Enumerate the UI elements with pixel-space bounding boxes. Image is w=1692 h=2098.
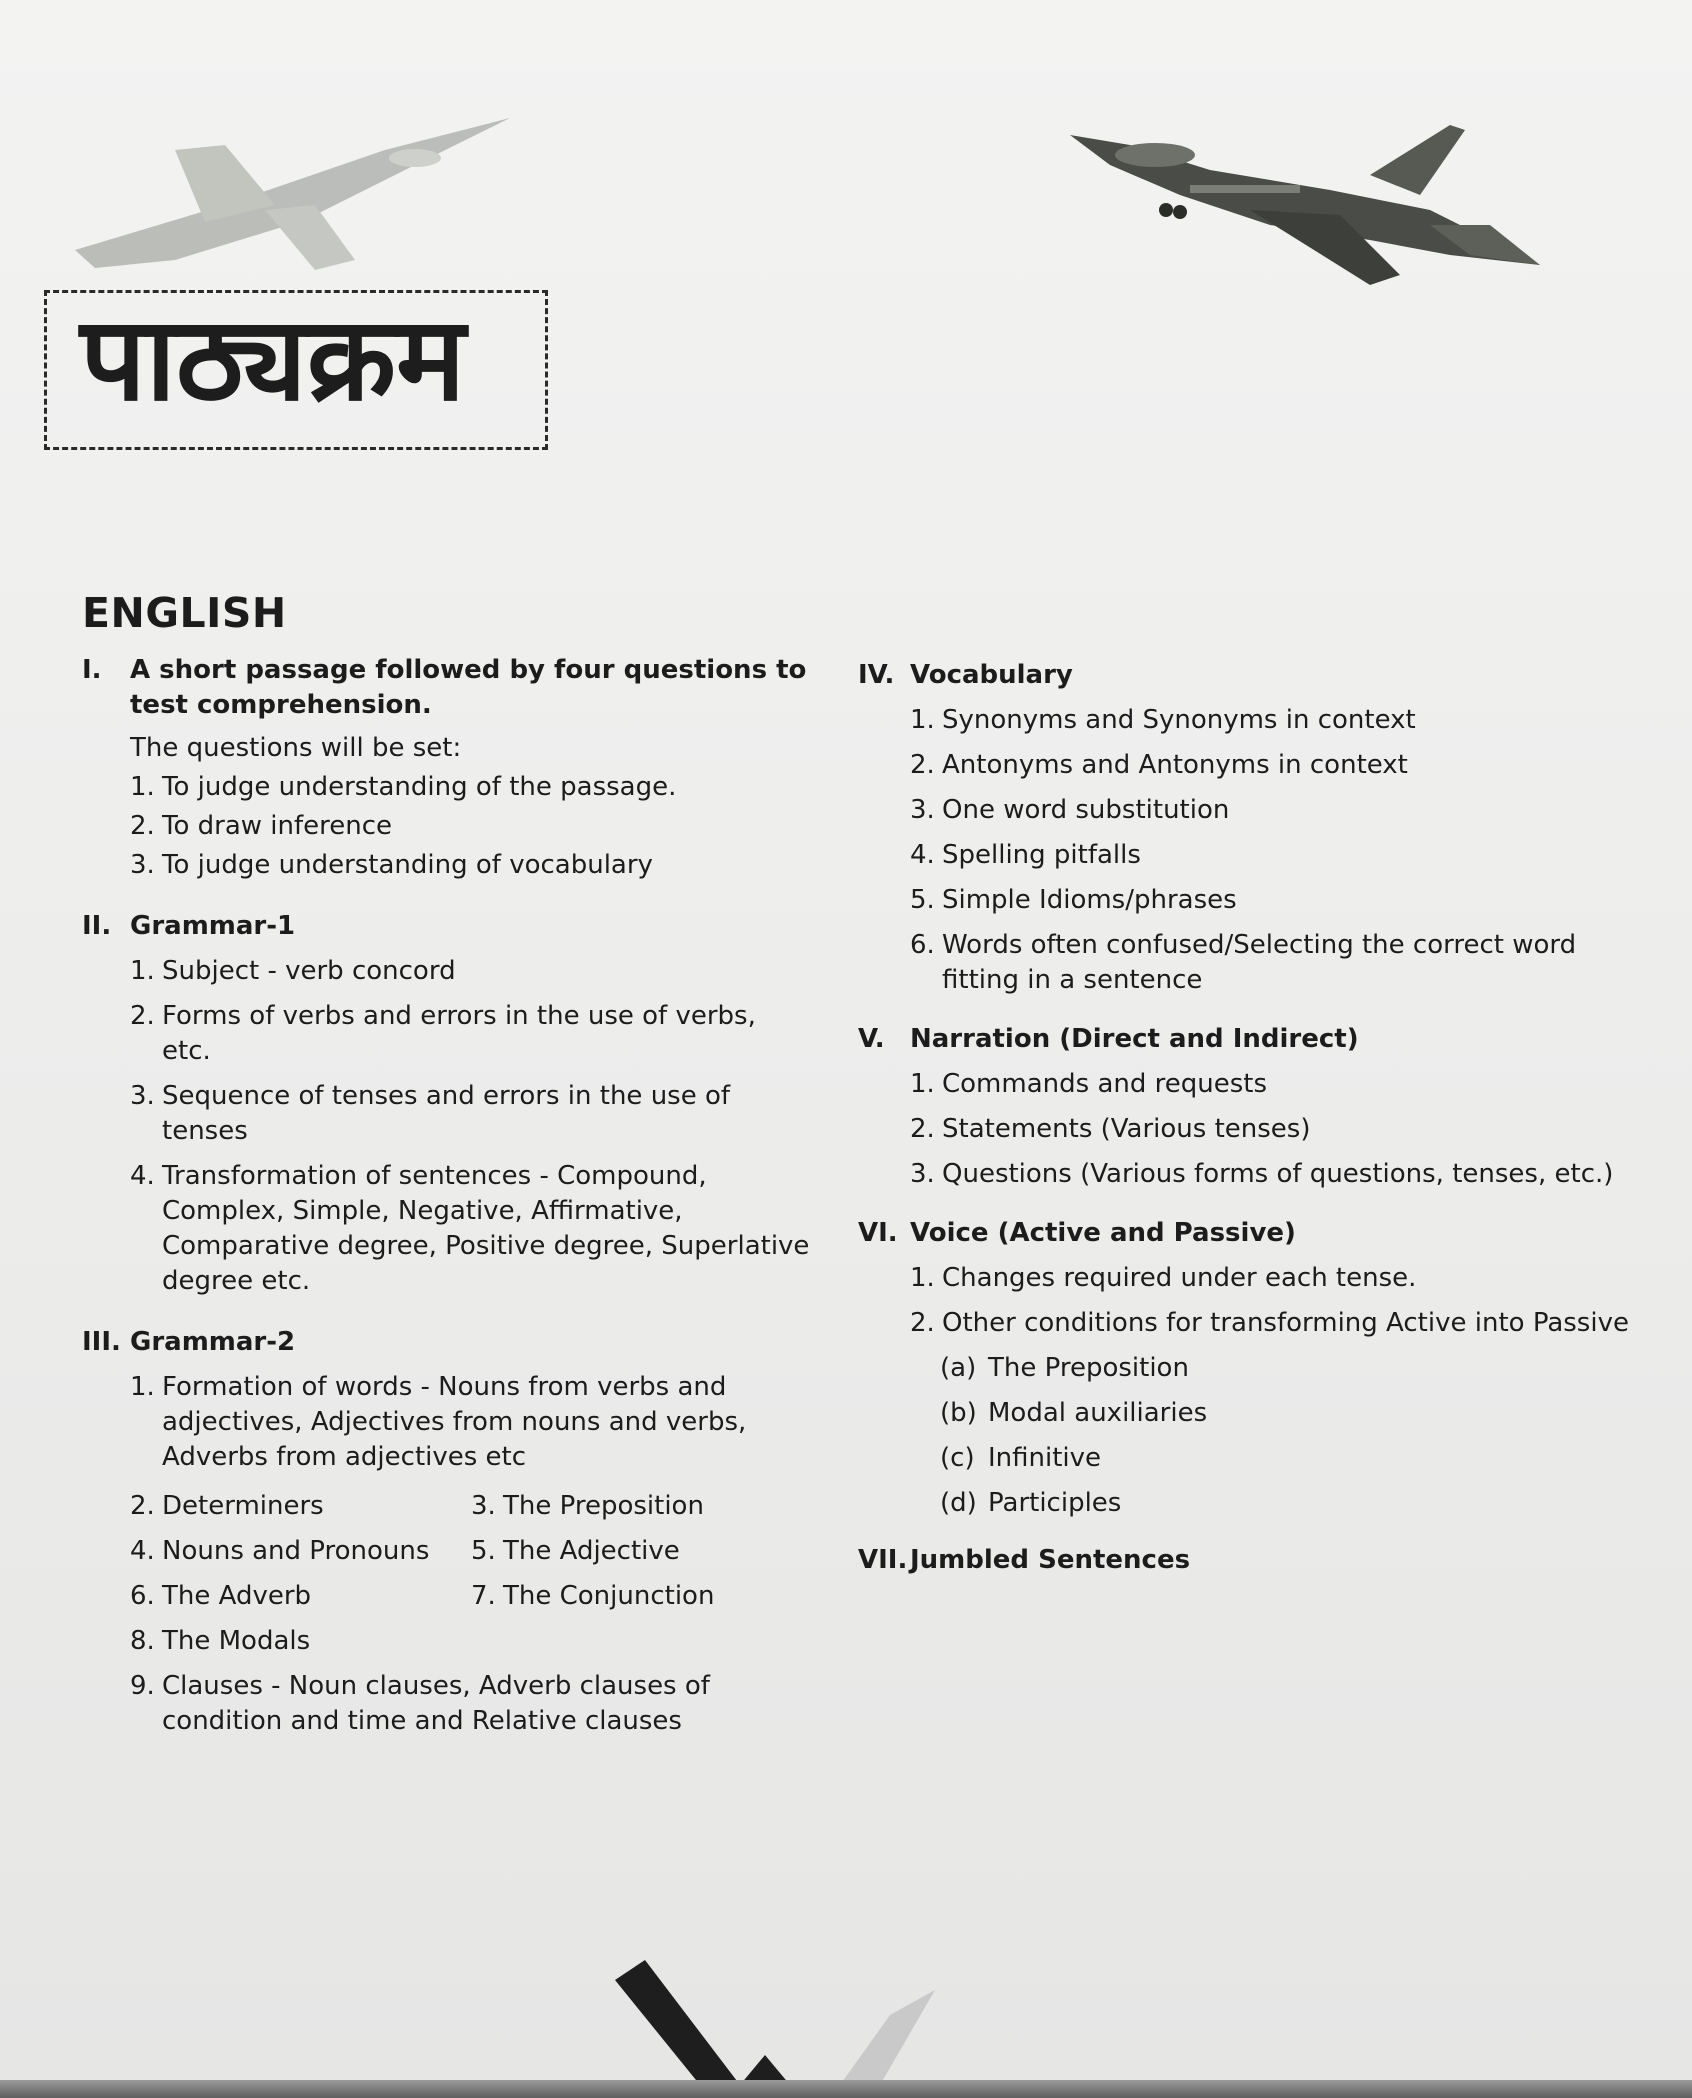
section-heading: [82, 909, 812, 944]
section-number: VI.: [858, 1218, 898, 1248]
list-item-text: Formation of words - Nouns from verbs and adjectives, Adjectives from nouns and verbs, Adverbs from adjectives etc: [162, 1372, 747, 1472]
list-item: [910, 703, 1658, 738]
list-item-text: Spelling pitfalls: [942, 840, 1141, 870]
list-item: [130, 1624, 812, 1659]
section-title: Vocabulary: [910, 660, 1073, 690]
list-item-number: 1.: [130, 772, 155, 802]
sub-list-item-text: The Preposition: [988, 1353, 1189, 1383]
list-item-text: Commands and requests: [942, 1069, 1267, 1099]
fighter-jet-image: [1070, 115, 1550, 295]
list-item-number: 7.: [471, 1581, 496, 1611]
list-item: [130, 1370, 812, 1475]
list-item: [471, 1579, 812, 1614]
list-item-number: 4.: [130, 1536, 155, 1566]
list-item: [130, 954, 812, 989]
list-item: [130, 1669, 812, 1739]
list-item-text: To judge understanding of vocabulary: [162, 850, 653, 880]
section-number: IV.: [858, 660, 895, 690]
sub-list-item-text: Participles: [988, 1488, 1122, 1518]
list-item-number: 3.: [130, 850, 155, 880]
list-item-text: Nouns and Pronouns: [162, 1536, 430, 1566]
list-item: [130, 1579, 471, 1614]
list-item-number: 2.: [130, 811, 155, 841]
section-number: VII.: [858, 1545, 908, 1575]
section-heading: [858, 1022, 1658, 1057]
list-item-text: The Adjective: [503, 1536, 680, 1566]
list-item-text: One word substitution: [942, 795, 1230, 825]
list-item-number: 3.: [910, 1159, 935, 1189]
section-title: Narration (Direct and Indirect): [910, 1024, 1359, 1054]
list-item-number: 6.: [910, 930, 935, 960]
list-item-pair: [130, 1534, 812, 1569]
list-item: [471, 1489, 812, 1524]
list-item-text: Transformation of sentences - Compound, Complex, Simple, Negative, Affirmative, Comparative degree, Positive degree, Superlative degree etc.: [162, 1161, 810, 1296]
list-item-number: 4.: [910, 840, 935, 870]
list-item-text: Determiners: [162, 1491, 324, 1521]
sub-list-item: [940, 1396, 1658, 1431]
page-title: पाठ्यक्रम: [80, 292, 466, 427]
section-number: I.: [82, 655, 102, 685]
sub-list-item-text: Infinitive: [988, 1443, 1102, 1473]
list-item-text: To judge understanding of the passage.: [162, 772, 677, 802]
list-item: [910, 1306, 1658, 1341]
sub-list-item-label: (c): [940, 1443, 975, 1473]
list-item-number: 6.: [130, 1581, 155, 1611]
list-item-pair: [130, 1579, 812, 1614]
section-title: Grammar-1: [130, 911, 296, 941]
list-item-number: 8.: [130, 1626, 155, 1656]
list-item-number: 5.: [471, 1536, 496, 1566]
english-left-column: [82, 589, 812, 1739]
list-item-number: 2.: [910, 1114, 935, 1144]
section-number: V.: [858, 1024, 885, 1054]
list-item-number: 2.: [130, 1001, 155, 1031]
list-item-number: 1.: [910, 1263, 935, 1293]
list-item-text: The Conjunction: [503, 1581, 715, 1611]
list-item-number: 3.: [910, 795, 935, 825]
list-item: [130, 770, 812, 805]
list-item: [910, 793, 1658, 828]
list-item-number: 2.: [910, 1308, 935, 1338]
list-item: [130, 1489, 471, 1524]
section-title: Jumbled Sentences: [910, 1545, 1191, 1575]
section-heading: [82, 1325, 812, 1360]
list-item-text: Subject - verb concord: [162, 956, 456, 986]
sub-list-item: [940, 1486, 1658, 1521]
list-item-text: Other conditions for transforming Active into Passive: [942, 1308, 1629, 1338]
section-heading: [858, 1543, 1658, 1578]
sub-list-item-text: Modal auxiliaries: [988, 1398, 1208, 1428]
section-title: Grammar-2: [130, 1327, 296, 1357]
list-item: [130, 809, 812, 844]
sub-list-item: [940, 1351, 1658, 1386]
list-item-text: Antonyms and Antonyms in context: [942, 750, 1408, 780]
list-item: [130, 1534, 471, 1569]
list-item-number: 2.: [130, 1491, 155, 1521]
section-number: II.: [82, 911, 112, 941]
section-heading: [858, 1216, 1658, 1251]
list-item-number: 1.: [910, 705, 935, 735]
page-bottom-edge: [0, 2080, 1692, 2098]
list-item: [910, 748, 1658, 783]
list-item: [130, 999, 812, 1069]
list-item: [130, 848, 812, 883]
list-item-text: Words often confused/Selecting the correct word fitting in a sentence: [942, 930, 1577, 995]
list-item-number: 2.: [910, 750, 935, 780]
list-item-text: Changes required under each tense.: [942, 1263, 1417, 1293]
list-item: [910, 1157, 1658, 1192]
list-item-text: Questions (Various forms of questions, tenses, etc.): [942, 1159, 1614, 1189]
section-heading-english: ENGLISH: [82, 589, 287, 637]
list-item-text: Forms of verbs and errors in the use of verbs, etc.: [162, 1001, 756, 1066]
decorative-stripes: [590, 1960, 1010, 2085]
list-item-text: To draw inference: [162, 811, 393, 841]
fighter-jet-image-faded: [55, 110, 525, 280]
section-title: Voice (Active and Passive): [910, 1218, 1296, 1248]
list-item: [910, 1261, 1658, 1296]
list-item-text: The Modals: [162, 1626, 311, 1656]
list-item: [130, 1159, 812, 1299]
section-heading: [82, 653, 812, 723]
list-item-text: The Preposition: [503, 1491, 704, 1521]
list-item: [910, 1067, 1658, 1102]
list-item-text: Clauses - Noun clauses, Adverb clauses of condition and time and Relative clauses: [162, 1671, 710, 1736]
list-item: [471, 1534, 812, 1569]
list-item-number: 1.: [130, 1372, 155, 1402]
sub-list-item-label: (d): [940, 1488, 977, 1518]
list-item-number: 3.: [130, 1081, 155, 1111]
list-item-number: 1.: [910, 1069, 935, 1099]
section-intro: The questions will be set:: [130, 733, 462, 763]
section-title: A short passage followed by four questions to test comprehension.: [130, 655, 807, 720]
list-item-text: Statements (Various tenses): [942, 1114, 1311, 1144]
sub-list-item-label: (a): [940, 1353, 977, 1383]
english-right-column: [858, 658, 1658, 1578]
list-item-number: 9.: [130, 1671, 155, 1701]
sub-list-item-label: (b): [940, 1398, 977, 1428]
list-item-pair: [130, 1489, 812, 1524]
section-number: III.: [82, 1327, 121, 1357]
list-item-text: Synonyms and Synonyms in context: [942, 705, 1416, 735]
sub-list-item: [940, 1441, 1658, 1476]
list-item-number: 5.: [910, 885, 935, 915]
list-item-number: 3.: [471, 1491, 496, 1521]
list-item: [910, 928, 1658, 998]
list-item-text: Simple Idioms/phrases: [942, 885, 1237, 915]
list-item-text: Sequence of tenses and errors in the use of tenses: [162, 1081, 731, 1146]
list-item-number: 1.: [130, 956, 155, 986]
list-item-number: 4.: [130, 1161, 155, 1191]
list-item: [910, 838, 1658, 873]
list-item: [130, 1079, 812, 1149]
list-item: [910, 1112, 1658, 1147]
section-heading: [858, 658, 1658, 693]
list-item: [910, 883, 1658, 918]
list-item-text: The Adverb: [162, 1581, 312, 1611]
